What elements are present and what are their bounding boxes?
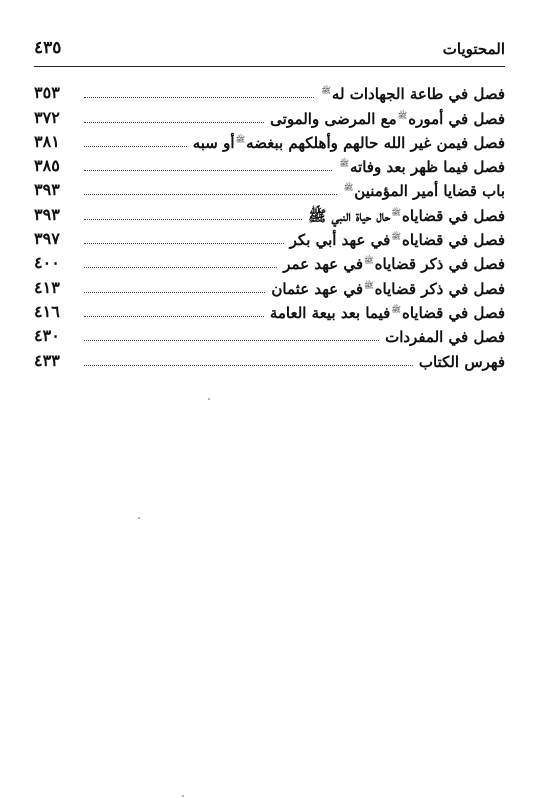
dot-leader — [84, 193, 337, 195]
scan-speck — [138, 517, 140, 519]
toc-entry — [34, 201, 505, 225]
toc-page-number: ٤١٦ — [34, 301, 60, 321]
toc-entry — [34, 104, 505, 128]
toc-page-number: ٣٨٥ — [34, 156, 60, 176]
toc-entry — [34, 80, 505, 104]
toc-entry — [34, 347, 505, 371]
toc-title-text: فصل في ذكر قضاياه — [374, 255, 505, 274]
toc-entry — [34, 226, 505, 250]
honorific-mark: ﷺ — [391, 232, 401, 242]
toc-entry-title — [271, 276, 505, 299]
honorific-mark: ﷺ — [391, 207, 401, 217]
dot-leader — [84, 145, 187, 147]
toc-title-text: فصل في ذكر قضاياه — [374, 279, 505, 298]
dot-leader — [84, 315, 264, 317]
toc-title-continuation: في عهد عثمان — [271, 279, 363, 298]
honorific-mark: ﷺ — [391, 304, 401, 314]
toc-title-text: فهرس الكتاب — [418, 352, 505, 371]
toc-title-text: فصل في المفردات — [385, 328, 505, 347]
dot-leader — [84, 364, 413, 366]
page-number: ٤٣٥ — [34, 38, 62, 58]
toc-title-continuation: حال حياة النبي ﷺ — [308, 206, 391, 225]
scan-speck — [182, 795, 184, 797]
toc-title-continuation: في عهد أبي بكر — [289, 231, 391, 250]
toc-entry-title — [270, 106, 505, 129]
dot-leader — [84, 169, 332, 171]
toc-entry — [34, 153, 505, 177]
toc-entry-title — [193, 130, 505, 153]
toc-title-continuation: أو سبه — [192, 133, 235, 152]
dot-leader — [84, 339, 379, 341]
toc-entry — [34, 177, 505, 201]
dot-leader — [84, 242, 284, 244]
toc-page-number: ٣٩٧ — [34, 229, 60, 249]
toc-entry — [34, 299, 505, 323]
toc-page-number: ٣٩٣ — [34, 204, 60, 224]
honorific-mark: ﷺ — [343, 183, 354, 193]
toc-page-number: ٣٨١ — [34, 131, 60, 151]
honorific-mark: ﷺ — [364, 256, 374, 266]
toc-page-number: ٣٧٢ — [34, 107, 60, 127]
toc-entry-title — [419, 352, 505, 372]
toc-entry-title — [338, 154, 505, 177]
running-head — [34, 36, 505, 67]
toc-page-number: ٤٣٣ — [34, 350, 60, 370]
toc-title-text: فصل في قضاياه — [401, 303, 505, 322]
toc-page-number: ٣٩٣ — [34, 180, 60, 200]
toc-title-text: فصل فيمن غير الله حالهم وأهلكهم ببغضه — [246, 133, 505, 152]
dot-leader — [84, 96, 314, 98]
toc-page-number: ٤٣٠ — [34, 326, 60, 346]
toc-entry-title — [320, 81, 505, 104]
dot-leader — [84, 266, 277, 268]
dot-leader — [84, 291, 265, 293]
toc-title-text: فصل في قضاياه — [401, 206, 505, 225]
toc-entry-title — [283, 251, 505, 274]
toc-entry — [34, 274, 505, 298]
toc-title-text: فصل في أموره — [408, 109, 505, 128]
toc-title-continuation: فيما بعد بيعة العامة — [269, 303, 391, 322]
toc-entry-title — [270, 300, 505, 323]
toc-title-text: باب قضايا أمير المؤمنين — [354, 182, 505, 201]
toc-page-number: ٤٠٠ — [34, 253, 60, 273]
toc-title-text: فصل فيما ظهر بعد وفاته — [350, 158, 505, 177]
dot-leader — [84, 121, 264, 123]
honorific-mark: ﷺ — [339, 159, 350, 169]
honorific-mark: ﷺ — [397, 110, 408, 120]
toc-page-number: ٣٥٣ — [34, 83, 60, 103]
honorific-mark: ﷺ — [321, 86, 331, 96]
toc-page-number: ٤١٣ — [34, 277, 60, 297]
toc-entry-title — [290, 227, 505, 250]
toc-entry-title — [385, 327, 505, 347]
toc-title-text: فصل في طاعة الجهادات له — [331, 85, 505, 104]
scan-speck — [208, 398, 210, 400]
toc-entry — [34, 250, 505, 274]
page-title: المحتويات — [442, 40, 505, 58]
honorific-mark: ﷺ — [235, 134, 246, 144]
toc-title-continuation: مع المرضى والموتى — [270, 109, 397, 128]
toc-entry — [34, 323, 505, 347]
toc-entry-title — [308, 203, 505, 226]
table-of-contents — [34, 80, 505, 372]
toc-entry-title — [343, 178, 505, 201]
honorific-mark: ﷺ — [364, 280, 374, 290]
toc-title-text: فصل في قضاياه — [401, 231, 505, 250]
dot-leader — [84, 218, 302, 220]
toc-title-continuation: في عهد عمر — [283, 255, 363, 274]
toc-entry — [34, 129, 505, 153]
